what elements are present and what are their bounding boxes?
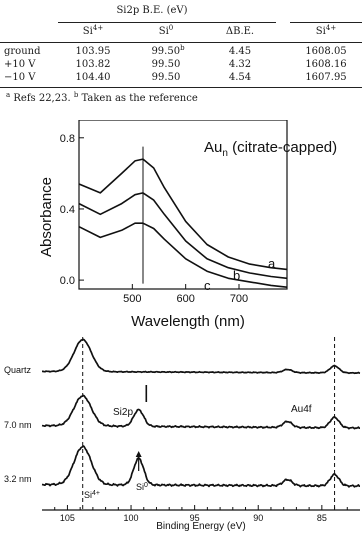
cell: 104.40 [75, 72, 111, 83]
row-label: +10 V [4, 59, 36, 70]
xps-spectrum-3 [42, 446, 360, 487]
annotation-au4f: Au4f [291, 404, 312, 415]
series-label-c: c [204, 278, 211, 293]
si0-arrow-head [136, 451, 142, 457]
cell: 4.54 [228, 72, 252, 83]
cell: 99.50 [151, 59, 181, 70]
cell: 99.50$^b$ [151, 44, 185, 57]
row-label: −10 V [4, 72, 36, 83]
series-line-c [79, 223, 287, 287]
cell: 1607.95 [305, 72, 347, 83]
cell: 99.50 [151, 72, 181, 83]
col-header-delta-be: ΔB.E. [225, 26, 255, 37]
cell: 1608.16 [305, 59, 347, 70]
y-tick-label: 0.4 [59, 203, 75, 216]
absorbance-chart [0, 120, 362, 335]
x-axis-label: Binding Energy (eV) [156, 521, 246, 532]
cell: 4.32 [228, 59, 252, 70]
series-label-a: a [268, 256, 276, 271]
series-line-a [79, 159, 287, 269]
xps-spectrum-2 [42, 395, 360, 428]
cell: 4.45 [228, 46, 252, 57]
series-label-b: b [233, 268, 241, 283]
table-rule-top [58, 22, 276, 23]
y-tick-label: 0.8 [59, 132, 75, 145]
col-header-si4: $Si^{4+}$ [82, 24, 104, 37]
annotation-si4plus: $Si^{4+}$ [84, 490, 100, 500]
col-header-si0: Si$^0$ [158, 24, 174, 37]
y-tick-label: 0.0 [59, 275, 75, 288]
chart-title: $Au_n$ (citrate-capped) [204, 139, 338, 159]
x-tick-label: 90 [253, 513, 264, 523]
x-tick-label: 500 [123, 293, 142, 305]
annotation-si2p: Si2p [113, 407, 134, 418]
cell: 103.82 [75, 59, 111, 70]
x-axis-label: Wavelength (nm) [131, 313, 245, 330]
table-rule-mid [0, 42, 362, 43]
x-tick-label: 85 [316, 513, 327, 523]
series-label-7nm: 7.0 nm [4, 420, 32, 430]
series-label-quartz: Quartz [4, 365, 32, 375]
x-tick-label: 95 [189, 513, 200, 523]
y-axis-label: Absorbance [38, 176, 55, 258]
table-group-header: Si2p B.E. (eV) [116, 5, 188, 16]
cell: 103.95 [75, 46, 111, 57]
x-tick-label: 700 [229, 293, 249, 305]
xps-spectrum-1 [42, 339, 360, 373]
x-tick-label: 100 [123, 513, 139, 523]
xps-chart [0, 335, 362, 534]
x-tick-label: 600 [176, 293, 195, 305]
table-rule-bottom [0, 87, 362, 88]
col-header-si4-2: $Si^{4+}$ [315, 24, 337, 37]
row-label: ground [4, 46, 41, 57]
table-rule-top-right [290, 22, 362, 23]
annotation-si0: Si$^0$ [136, 482, 148, 492]
table-footnote: $^a$ Refs 22,23. $^b$ Taken as the reference [6, 91, 198, 104]
x-tick-label: 105 [59, 513, 75, 523]
cell: 1608.05 [305, 46, 347, 57]
series-label-3-2nm: 3.2 nm [4, 474, 32, 484]
